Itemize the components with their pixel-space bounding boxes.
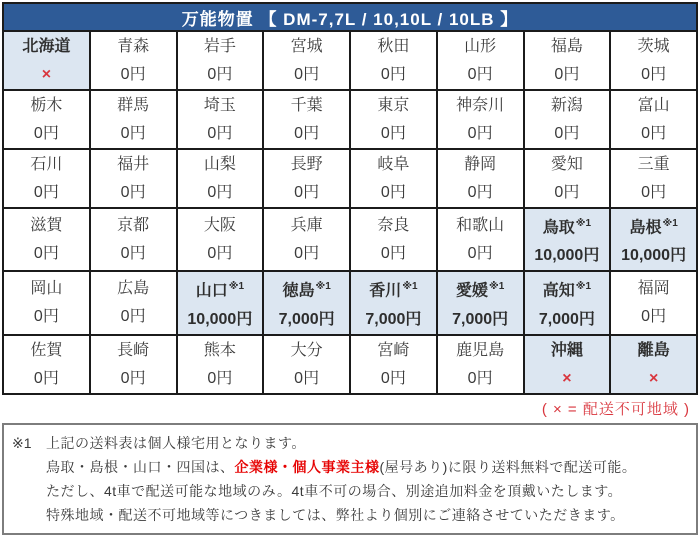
shipping-fee: 0円: [33, 369, 59, 387]
prefecture-cell: [610, 31, 697, 90]
table-row: [3, 149, 697, 208]
prefecture-name: 山形: [464, 38, 497, 55]
unavailable-mark: ×: [648, 369, 659, 387]
shipping-fee: 0円: [380, 369, 406, 387]
shipping-fee: 0円: [554, 184, 580, 201]
prefecture-name: 高知$^{※1}$: [542, 281, 592, 300]
legend-row: [2, 395, 698, 423]
prefecture-name: 三重: [637, 156, 670, 173]
shipping-fee: 0円: [207, 184, 233, 201]
shipping-fee: 10,000円: [621, 247, 687, 265]
prefecture-name: 長野: [290, 156, 323, 173]
shipping-fee: 0円: [33, 125, 59, 142]
prefecture-name: 沖縄: [550, 341, 583, 359]
prefecture-cell: [610, 149, 697, 208]
shipping-fee: 0円: [294, 66, 320, 83]
shipping-fee: 0円: [207, 125, 233, 142]
prefecture-cell: [90, 271, 177, 334]
prefecture-name: 東京: [377, 97, 410, 114]
prefecture-name: 岡山: [30, 280, 63, 298]
shipping-fee: 0円: [120, 308, 146, 326]
prefecture-cell: [177, 31, 264, 90]
shipping-fee: 0円: [380, 245, 406, 263]
prefecture-name: 鳥取$^{※1}$: [542, 218, 592, 237]
prefecture-name: 福島: [550, 38, 583, 55]
prefecture-cell: [524, 335, 611, 394]
prefecture-name: 佐賀: [30, 341, 63, 359]
prefecture-name: 秋田: [377, 38, 410, 55]
shipping-table-body: [3, 31, 697, 394]
prefecture-name: 徳島$^{※1}$: [282, 281, 331, 300]
prefecture-cell: [90, 90, 177, 149]
footnote-line: [12, 479, 688, 503]
prefecture-name: 兵庫: [290, 217, 323, 235]
prefecture-name: 茨城: [637, 38, 670, 55]
footnote-line: [12, 503, 688, 527]
shipping-fee: 0円: [120, 369, 146, 387]
prefecture-cell: [350, 90, 437, 149]
prefecture-cell: [90, 335, 177, 394]
shipping-fee: 0円: [467, 125, 493, 142]
prefecture-name: 大分: [290, 341, 323, 359]
shipping-fee: 0円: [554, 66, 580, 83]
prefecture-cell: [350, 149, 437, 208]
footnote-marker: ※1: [228, 281, 245, 293]
footnote-line: [12, 455, 688, 479]
footnote-line-marker: ※1: [12, 434, 32, 451]
prefecture-name: 離島: [637, 341, 670, 359]
shipping-fee: 10,000円: [534, 247, 600, 265]
shipping-fee: 0円: [120, 245, 146, 263]
footnote-line-marker: [12, 479, 46, 503]
shipping-fee: 0円: [641, 66, 667, 83]
prefecture-name: 岩手: [203, 38, 236, 55]
shipping-fee: 0円: [207, 66, 233, 83]
shipping-fee: 0円: [641, 125, 667, 142]
prefecture-cell: [3, 31, 90, 90]
footnote-marker: ※1: [402, 281, 418, 293]
prefecture-cell: [3, 149, 90, 208]
prefecture-cell: [177, 271, 264, 334]
shipping-fee: 7,000円: [365, 310, 422, 328]
prefecture-cell: [350, 31, 437, 90]
prefecture-cell: [90, 208, 177, 271]
prefecture-cell: [263, 335, 350, 394]
shipping-fee: 0円: [380, 125, 406, 142]
shipping-fee: 0円: [641, 184, 667, 201]
prefecture-name: 青森: [117, 38, 150, 55]
prefecture-cell: [524, 208, 611, 271]
title-row: [3, 3, 697, 31]
prefecture-name: 福井: [117, 156, 150, 173]
shipping-fee: 0円: [33, 308, 59, 326]
prefecture-cell: [177, 335, 264, 394]
footnote-marker: ※1: [662, 218, 678, 229]
table-row: [3, 208, 697, 271]
prefecture-name: 滋賀: [30, 217, 63, 235]
shipping-fee: 0円: [33, 184, 59, 201]
prefecture-cell: [524, 31, 611, 90]
footnote-line: [12, 431, 688, 455]
prefecture-cell: [90, 149, 177, 208]
prefecture-cell: [3, 90, 90, 149]
prefecture-name: 神奈川: [456, 97, 505, 114]
prefecture-name: 和歌山: [456, 217, 505, 235]
prefecture-cell: [524, 149, 611, 208]
prefecture-cell: [3, 335, 90, 394]
prefecture-name: 宮城: [290, 38, 323, 55]
table-row: [3, 31, 697, 90]
footnote-marker: ※1: [488, 281, 505, 293]
shipping-fee: 0円: [120, 66, 146, 83]
prefecture-name: 愛知: [550, 156, 583, 173]
prefecture-cell: [263, 208, 350, 271]
shipping-fee: 0円: [467, 184, 493, 201]
prefecture-name: 山梨: [203, 156, 236, 173]
prefecture-name: 熊本: [203, 341, 236, 359]
prefecture-cell: [177, 90, 264, 149]
shipping-fee: 7,000円: [452, 310, 509, 328]
shipping-fee: 0円: [294, 184, 320, 201]
shipping-fee: 7,000円: [538, 310, 595, 328]
shipping-fee: 0円: [294, 245, 320, 263]
shipping-fee: 0円: [467, 245, 493, 263]
prefecture-cell: [437, 90, 524, 149]
table-row: [3, 271, 697, 334]
prefecture-cell: [177, 149, 264, 208]
prefecture-cell: [263, 90, 350, 149]
prefecture-name: 長崎: [117, 341, 150, 359]
footnote-text: 特殊地域・配送不可地域等につきましては、弊社より個別にご連絡させていただきます。: [46, 506, 625, 523]
prefecture-cell: [263, 271, 350, 334]
shipping-fee: 0円: [120, 125, 146, 142]
shipping-fee: 0円: [641, 308, 667, 326]
prefecture-name: 埼玉: [203, 97, 236, 114]
prefecture-cell: [437, 335, 524, 394]
prefecture-cell: [90, 31, 177, 90]
prefecture-cell: [437, 149, 524, 208]
footnote-text: ただし、4t車で配送可能な地域のみ。4t車不可の場合、別途追加料金を頂戴いたします。: [46, 482, 623, 499]
shipping-fee: 0円: [467, 66, 493, 83]
footnote-highlight-text: 企業様・個人事業主様: [234, 458, 380, 475]
prefecture-name: 奈良: [377, 217, 410, 235]
footnote-text: 上記の送料表は個人様宅用となります。: [46, 434, 306, 451]
prefecture-name: 宮崎: [377, 341, 410, 359]
shipping-fee: 0円: [380, 184, 406, 201]
shipping-fee: 0円: [294, 125, 320, 142]
shipping-fee: 0円: [380, 66, 406, 83]
prefecture-cell: [350, 271, 437, 334]
prefecture-name: 富山: [637, 97, 670, 114]
shipping-fee: 0円: [467, 369, 493, 387]
prefecture-cell: [3, 208, 90, 271]
prefecture-name: 福岡: [637, 280, 670, 298]
shipping-fee: 0円: [120, 184, 146, 201]
unavailable-mark: ×: [562, 369, 572, 387]
prefecture-cell: [437, 208, 524, 271]
prefecture-name: 静岡: [464, 156, 497, 173]
footnote-line-marker: [12, 503, 46, 527]
unavailable-legend: ( × = 配送不可地域 ): [541, 401, 690, 419]
prefecture-name: 大阪: [203, 217, 236, 235]
shipping-fee-table: [2, 2, 698, 395]
prefecture-cell: [350, 208, 437, 271]
prefecture-name: 広島: [117, 280, 150, 298]
prefecture-name: 北海道: [22, 38, 71, 55]
prefecture-cell: [524, 90, 611, 149]
shipping-fee: 0円: [554, 125, 580, 142]
table-title: 万能物置 【 DM-7,7L / 10,10L / 10LB 】: [3, 3, 697, 31]
footnote-marker: ※1: [315, 281, 331, 293]
shipping-fee: 0円: [33, 245, 59, 263]
prefecture-cell: [437, 271, 524, 334]
shipping-fee: 0円: [207, 369, 233, 387]
prefecture-name: 岐阜: [377, 156, 410, 173]
prefecture-cell: [610, 271, 697, 334]
table-row: [3, 335, 697, 394]
prefecture-cell: [177, 208, 264, 271]
prefecture-cell: [3, 271, 90, 334]
prefecture-name: 石川: [30, 156, 63, 173]
footnote-text: 鳥取・島根・山口・四国は、企業様・個人事業主様(屋号あり)に限り送料無料で配送可能。: [46, 458, 637, 475]
unavailable-mark: ×: [41, 66, 52, 83]
prefecture-name: 山口$^{※1}$: [195, 281, 245, 300]
prefecture-cell: [263, 149, 350, 208]
prefecture-cell: [610, 90, 697, 149]
prefecture-name: 群馬: [117, 97, 150, 114]
prefecture-cell: [610, 208, 697, 271]
footnote-marker: ※1: [575, 281, 592, 293]
prefecture-cell: [524, 271, 611, 334]
prefecture-name: 島根$^{※1}$: [629, 218, 678, 237]
shipping-fee: 10,000円: [187, 310, 253, 328]
prefecture-name: 京都: [117, 217, 150, 235]
footnotes-box: [2, 423, 698, 535]
prefecture-name: 鹿児島: [456, 341, 505, 359]
prefecture-cell: [350, 335, 437, 394]
shipping-fee: 0円: [207, 245, 233, 263]
shipping-fee: 0円: [294, 369, 320, 387]
footnote-line-marker: [12, 455, 46, 479]
prefecture-cell: [263, 31, 350, 90]
footnote-marker: ※1: [575, 218, 592, 229]
prefecture-name: 新潟: [550, 97, 583, 114]
prefecture-cell: [437, 31, 524, 90]
table-row: [3, 90, 697, 149]
prefecture-name: 愛媛$^{※1}$: [455, 281, 505, 300]
prefecture-cell: [610, 335, 697, 394]
prefecture-name: 香川$^{※1}$: [369, 281, 418, 300]
shipping-fee: 7,000円: [278, 310, 335, 328]
prefecture-name: 千葉: [290, 97, 323, 114]
prefecture-name: 栃木: [30, 97, 63, 114]
